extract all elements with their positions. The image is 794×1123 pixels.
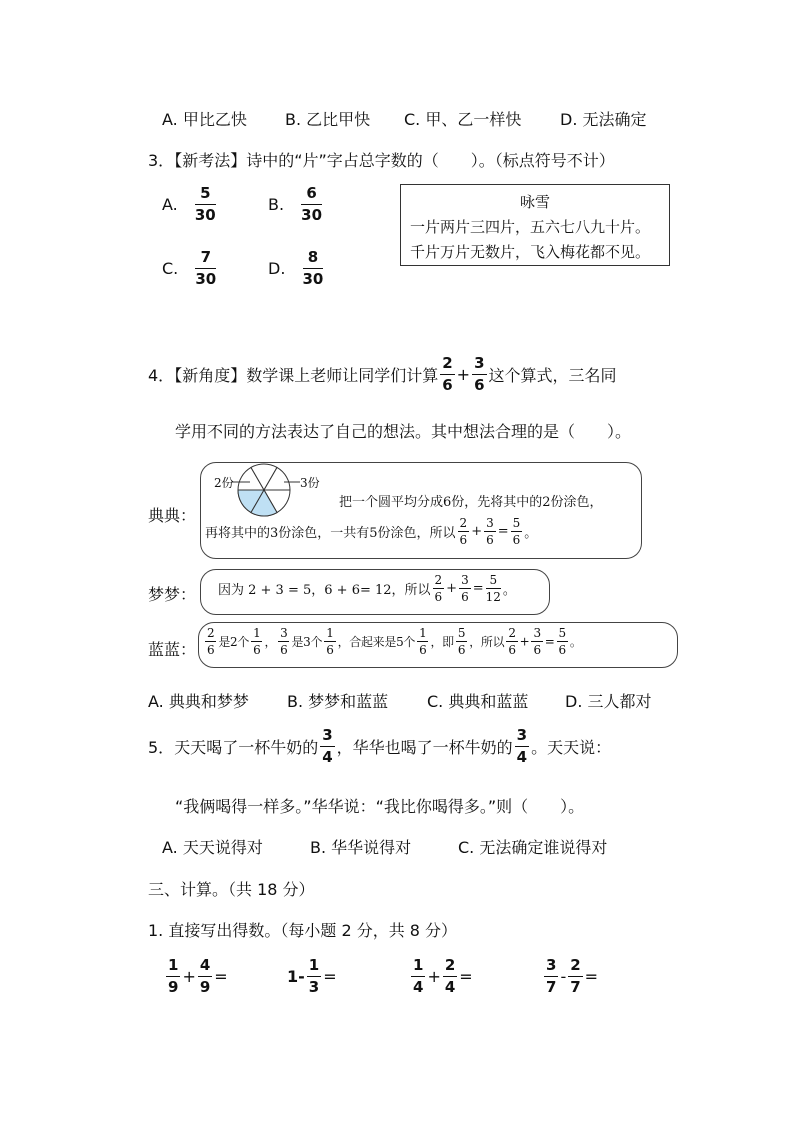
fraction: $\frac{5}{6}$ [457, 626, 466, 657]
calc-item-2[interactable]: 1- $\frac{1}{3}$ = [287, 956, 337, 996]
section-title: 三、计算。（共 18 分） [148, 880, 315, 899]
fraction: $\frac{2}{6}$ [508, 626, 516, 657]
poem-line-1: 一片两片三四片，五六七八九十片。 [410, 218, 651, 236]
question-number: 5． [148, 738, 175, 757]
fraction: $\frac{2}{6}$ [434, 573, 443, 604]
poem-box [400, 184, 670, 266]
question-tag: 【新考法】 [174, 151, 247, 170]
fraction: $\frac{5}{12}$ [485, 573, 501, 604]
q3-option-c[interactable]: C. $\frac{7}{30}$ [162, 248, 217, 288]
q2-option-b[interactable]: B. 乙比甲快 [285, 110, 371, 129]
calc-item-4[interactable]: $\frac{3}{7}$ - $\frac{2}{7}$ = [546, 956, 599, 996]
fraction: $\frac{5}{30}$ [194, 184, 216, 224]
poem-title: 咏雪 [519, 193, 550, 211]
q4-option-b[interactable]: B. 梦梦和蓝蓝 [287, 692, 389, 711]
diandian-text-1: 把一个圆平均分成6份，先将其中的2份涂色， [339, 495, 603, 510]
fraction: $\frac{3}{6}$ [474, 354, 485, 394]
fraction: $\frac{5}{6}$ [558, 626, 566, 657]
question-5-line-2: “我俩喝得一样多。”华华说：“我比你喝得多。”则（ ）。 [175, 797, 585, 816]
question-text: 数学课上老师让同学们计算 [246, 366, 439, 385]
question-text: 诗中的“片”字占总字数的（ ）。（标点符号不计） [246, 151, 615, 170]
label-3-parts: 3份 [300, 476, 320, 490]
fraction: $\frac{1}{6}$ [326, 626, 334, 657]
q5-option-c[interactable]: C. 无法确定谁说得对 [458, 838, 608, 857]
q2-option-a[interactable]: A. 甲比乙快 [162, 110, 247, 129]
lanlan-text: $\frac{2}{6}$ 是2个 $\frac{1}{6}$ ， $\frac{3}{6}$ 是3个 $\frac{1}{6}$ ，合起来是5个 $\frac{1}{6}$ ，即 $\frac{5}{6}$ ，所以 $\frac{2}{6}$ + $\frac{3}{6}$ = $\frac{5}{6}$ 。 [207, 626, 582, 657]
fraction: $\frac{1}{6}$ [419, 626, 427, 657]
q3-option-d[interactable]: D. $\frac{8}{30}$ [268, 248, 324, 288]
student-name-diandian: 典典： [148, 506, 197, 525]
q4-option-a[interactable]: A. 典典和梦梦 [148, 692, 249, 711]
q5-option-a[interactable]: A. 天天说得对 [162, 838, 263, 857]
fraction: $\frac{2}{4}$ [444, 956, 456, 996]
q5-option-b[interactable]: B. 华华说得对 [310, 838, 412, 857]
fraction: $\frac{3}{6}$ [533, 626, 541, 657]
poem-line-2: 千片万片无数片，飞入梅花都不见。 [410, 243, 651, 261]
fraction: $\frac{3}{6}$ [280, 626, 288, 657]
calc-item-3[interactable]: $\frac{1}{4}$ + $\frac{2}{4}$ = [413, 956, 473, 996]
fraction: $\frac{6}{30}$ [301, 184, 323, 224]
fraction: $\frac{2}{7}$ [570, 956, 581, 996]
q2-option-d[interactable]: D. 无法确定 [560, 110, 647, 129]
question-number: 3． [148, 151, 175, 170]
fraction: $\frac{7}{30}$ [195, 248, 217, 288]
sub-question-1: 1. 直接写出得数。（每小题 2 分，共 8 分） [148, 921, 458, 940]
pie-six-parts [232, 464, 300, 516]
q4-option-d[interactable]: D. 三人都对 [565, 692, 652, 711]
fraction: $\frac{3}{6}$ [461, 573, 469, 604]
question-3 [148, 148, 615, 171]
question-tag: 【新角度】 [174, 366, 247, 385]
fraction: $\frac{3}{7}$ [546, 956, 557, 996]
fraction: $\frac{8}{30}$ [302, 248, 324, 288]
question-5: 5．天天喝了一杯牛奶的 $\frac{3}{4}$ ，华华也喝了一杯牛奶的 $\frac{3}{4}$ 。天天说： [148, 726, 612, 766]
q3-option-b[interactable]: B. $\frac{6}{30}$ [268, 184, 323, 224]
fraction: $\frac{5}{6}$ [512, 516, 521, 547]
mengmeng-text: 因为 2 + 3 = 5，6 + 6= 12，所以 $\frac{2}{6}$ + $\frac{3}{6}$ = $\frac{5}{12}$ 。 [218, 573, 516, 604]
question-number: 4． [148, 366, 175, 385]
question-4: 4．【新角度】数学课上老师让同学们计算 $\frac{2}{6}$ + $\frac{3}{6}$ 这个算式，三名同 [148, 354, 617, 394]
fraction: $\frac{3}{4}$ [322, 726, 333, 766]
fraction: $\frac{1}{4}$ [413, 956, 424, 996]
fraction: $\frac{1}{9}$ [168, 956, 179, 996]
fraction: $\frac{3}{6}$ [486, 516, 494, 547]
fraction: $\frac{2}{6}$ [207, 626, 215, 657]
fraction: $\frac{1}{6}$ [253, 626, 261, 657]
question-4-line-2: 学用不同的方法表达了自己的想法。其中想法合理的是（ ）。 [175, 422, 632, 441]
fraction: $\frac{2}{6}$ [442, 354, 453, 394]
fraction: $\frac{3}{4}$ [516, 726, 528, 766]
student-name-mengmeng: 梦梦： [148, 585, 197, 604]
q4-option-c[interactable]: C. 典典和蓝蓝 [427, 692, 529, 711]
diandian-text-2: 再将其中的3份涂色，一共有5份涂色，所以 $\frac{2}{6}$ + $\frac{3}{6}$ = $\frac{5}{6}$ 。 [205, 516, 538, 547]
q3-option-a[interactable]: A. $\frac{5}{30}$ [162, 184, 216, 224]
q2-option-c[interactable]: C. 甲、乙一样快 [404, 110, 522, 129]
calc-item-1[interactable]: $\frac{1}{9}$ + $\frac{4}{9}$ = [168, 956, 228, 996]
label-2-parts: 2份 [214, 476, 234, 490]
student-name-lanlan: 蓝蓝： [148, 640, 197, 659]
fraction: $\frac{1}{3}$ [308, 956, 320, 996]
fraction: $\frac{2}{6}$ [459, 516, 468, 547]
fraction: $\frac{4}{9}$ [199, 956, 211, 996]
